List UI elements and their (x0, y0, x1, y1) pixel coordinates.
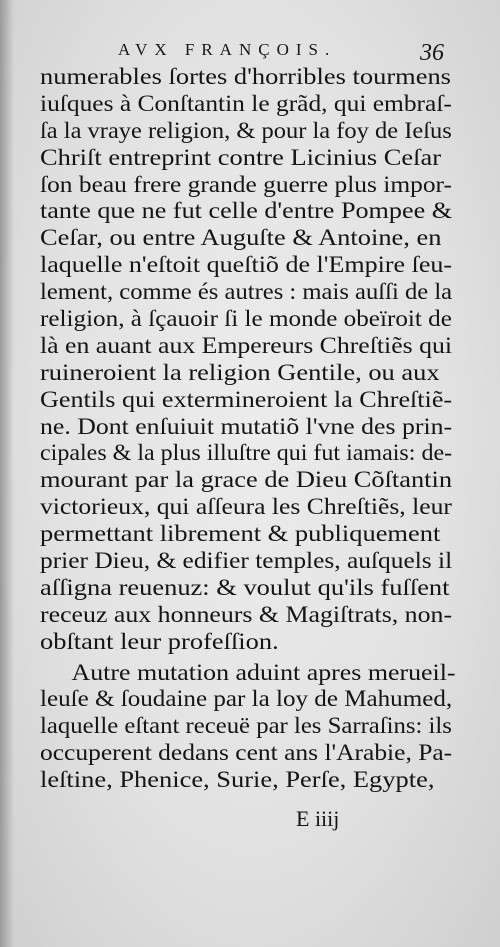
text-line: prier Dieu, & edifier temples, auſquels il (40, 548, 453, 574)
text-line: ruineroient la religion Gentile, ou aux (40, 359, 440, 385)
text-line: laquelle eſtant receuë par les Sarraſins: ils (40, 713, 452, 739)
text-line: permettant librement & publiquement (40, 521, 441, 547)
text-line: lement, comme és autres : mais auſſi de la (40, 279, 453, 305)
text-line: numerables ſortes d'horribles tourmens (40, 64, 451, 89)
main-text (40, 64, 456, 794)
text-line: occuperent dedans cent ans l'Arabie, Pa- (40, 740, 453, 766)
text-line: ſa la vraye religion, & pour la foy de Ieſus (40, 117, 452, 143)
text-line: leſtine, Phenice, Surie, Perſe, Egypte, (40, 767, 435, 793)
text-line: tante que ne fut celle d'entre Pompee & (40, 198, 453, 224)
paragraph-start-line: Autre mutation aduint apres merueil- (71, 659, 456, 685)
text-line: Chriſt entreprint contre Licinius Ceſar (40, 144, 442, 170)
text-line: ſon beau frere grande guerre plus impor- (40, 171, 452, 197)
signature-mark: E iiij (296, 806, 340, 831)
text-line: leuſe & ſoudaine par la loy de Mahumed, (40, 686, 453, 712)
text-line: là en auant aux Empereurs Chreſtiẽs qui (40, 332, 453, 358)
text-line: ne. Dont enſuiuit mutatiõ l'vne des prin- (40, 413, 453, 439)
text-line: mourant par la grace de Dieu Cõſtantin (40, 467, 453, 493)
text-line: religion, à ſçauoir ſi le monde obeïroit de (40, 306, 452, 332)
page-number: 36 (420, 40, 444, 66)
running-title: AVX FRANÇOIS. (118, 40, 337, 59)
text-line: Gentils qui extermineroient la Chreſtiẽ- (40, 386, 453, 412)
text-line: Ceſar, ou entre Auguſte & Antoine, en (40, 225, 442, 251)
text-line: iuſques à Conſtantin le grãd, qui embraſ- (40, 90, 452, 116)
text-line: laquelle n'eſtoit queſtiõ de l'Empire ſeu- (40, 252, 453, 278)
text-line: aſſigna reuenuz: & voulut qu'ils fuſſent (40, 574, 450, 600)
text-line: victorieux, qui aſſeura les Chreſtiẽs, leur (40, 494, 452, 520)
text-line: obſtant leur profeſſion. (40, 628, 279, 654)
text-line: cipales & la plus illuſtre qui fut iamais: de- (40, 440, 453, 466)
text-line: receuz aux honneurs & Magiſtrats, non- (40, 601, 453, 627)
